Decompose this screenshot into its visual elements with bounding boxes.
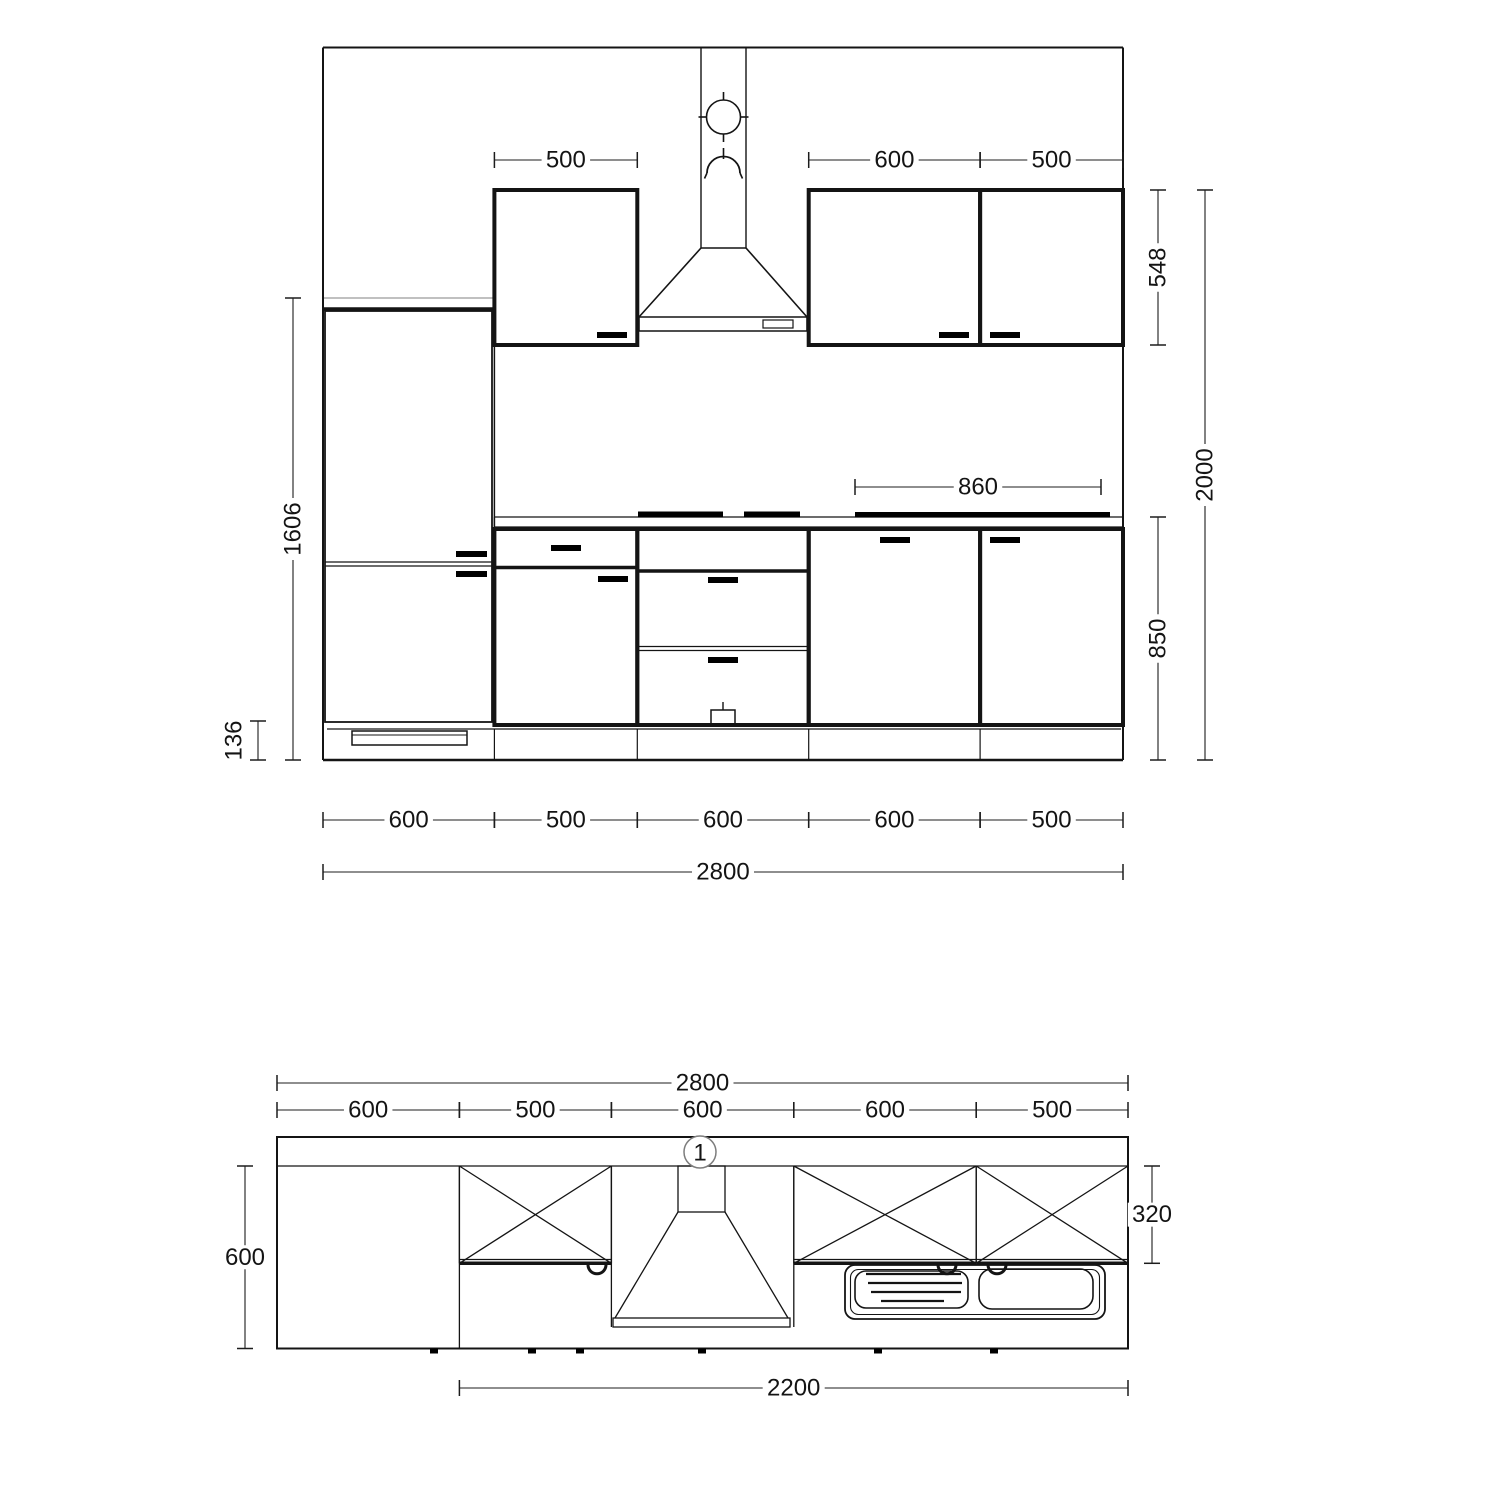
hood-chimney-plan (678, 1166, 725, 1212)
dimension-label: 500 (1031, 146, 1072, 174)
sink-rim-elevation (855, 512, 1110, 518)
handle-base-600-drawer-bottom (708, 657, 738, 663)
dimension-label: 2200 (767, 1374, 821, 1402)
dimension (494, 807, 637, 834)
dimension (221, 1166, 270, 1349)
dimension (459, 1375, 1128, 1402)
wall-cabinet-600-right (809, 190, 980, 345)
hood-slope-right-plan (725, 1212, 788, 1318)
dimension (277, 1097, 459, 1124)
dimension (980, 147, 1123, 174)
hood-canopy-right-slope (746, 248, 807, 317)
tall-unit-doors-outline (325, 311, 492, 722)
dimension-label: 600 (682, 1096, 723, 1124)
plinth-vent-grille (352, 731, 467, 745)
dimension-label: 860 (957, 473, 999, 501)
dimension (221, 716, 267, 765)
handle-wall-cabinet-600-right (939, 332, 969, 338)
base-unit-500-door (980, 529, 1123, 725)
exhaust-symbol-leg-right (740, 173, 743, 179)
dimension-label: 600 (702, 806, 744, 834)
sink-drainer (855, 1271, 968, 1308)
adjustable-foot-mark (576, 1349, 584, 1354)
position-marker-label: 1 (693, 1139, 707, 1167)
base-unit-500-drawer-door (494, 529, 637, 725)
electrical-connection-symbol (707, 100, 741, 134)
oven-foot (711, 710, 735, 725)
dimension (459, 1097, 611, 1124)
dimension-label: 500 (545, 146, 586, 174)
adjustable-foot-mark (698, 1349, 706, 1354)
wall-cabinet-500-left (494, 190, 637, 345)
handle-tall-unit-upper-door (456, 551, 487, 557)
dimension-label: 600 (874, 146, 915, 174)
cooktop-burner-bar-right (744, 512, 800, 518)
adjustable-foot-mark (430, 1349, 438, 1354)
hood-front-edge-plan (613, 1318, 790, 1327)
adjustable-foot-mark (990, 1349, 998, 1354)
dimension (1192, 190, 1219, 760)
dimension (794, 1097, 976, 1124)
dimension (1145, 517, 1172, 760)
dimension (1128, 1166, 1177, 1263)
door-handle-plan (588, 1265, 606, 1274)
adjustable-foot-mark (874, 1349, 882, 1354)
dimension (277, 1070, 1128, 1097)
position-marker (684, 1136, 716, 1168)
hood-light-panel (763, 320, 793, 328)
dimension (494, 147, 637, 174)
dimension (323, 807, 494, 834)
exhaust-symbol-leg-left (705, 173, 708, 179)
dimension-label: 500 (515, 1096, 556, 1124)
dimension (1145, 190, 1172, 345)
dimension-label: 600 (874, 806, 915, 834)
base-unit-600-door (809, 529, 980, 725)
base-unit-600-oven-drawers (637, 529, 808, 725)
plan-view (221, 1070, 1177, 1402)
handle-wall-cabinet-500-left (597, 332, 627, 338)
hood-canopy-left-slope (639, 248, 701, 317)
dimension-label: 2000 (1191, 448, 1219, 502)
dimension-label: 136 (220, 720, 248, 761)
wall-cabinet-600-right-plan (794, 1166, 976, 1274)
dimension (323, 859, 1123, 886)
dimension-label: 500 (1031, 806, 1072, 834)
adjustable-foot-mark (528, 1349, 536, 1354)
dimension-label: 500 (545, 806, 586, 834)
handle-base-500-door-right (990, 537, 1020, 543)
dimension (637, 807, 808, 834)
handle-tall-unit-lower-door (456, 571, 487, 577)
dimension (855, 474, 1101, 501)
dimension-label: 1606 (279, 502, 307, 556)
dimension-label: 320 (1131, 1201, 1173, 1229)
elevation-view (221, 48, 1219, 886)
dimension-label: 548 (1144, 247, 1172, 288)
handle-base-500-drawer (551, 545, 581, 551)
dimension-label: 600 (388, 806, 429, 834)
handle-wall-cabinet-500-right (990, 332, 1020, 338)
dimension (976, 1097, 1128, 1124)
dimension-label: 600 (864, 1096, 906, 1124)
handle-base-600-door (880, 537, 910, 543)
dimension-label: 600 (224, 1243, 266, 1271)
dimension-label: 2800 (696, 858, 750, 886)
hood-slope-left-plan (615, 1212, 678, 1318)
dimension-label: 600 (348, 1096, 389, 1124)
dimension (611, 1097, 793, 1124)
handle-base-500-door (598, 576, 628, 582)
dimension (280, 298, 307, 760)
dimension-label: 500 (1032, 1096, 1073, 1124)
wall-cabinet-500-right (980, 190, 1123, 345)
dimension-label: 2800 (675, 1069, 730, 1097)
cooktop-burner-bar-left (638, 512, 723, 518)
countertop-outline-plan (277, 1137, 1128, 1349)
wall-cabinet-500-right-plan (976, 1166, 1128, 1274)
wall-cabinet-500-left-plan (459, 1166, 611, 1274)
dimension (809, 807, 980, 834)
dimension (980, 807, 1123, 834)
dimension-label: 850 (1144, 618, 1172, 659)
handle-base-600-drawer-top (708, 577, 738, 583)
dimension (809, 147, 980, 174)
